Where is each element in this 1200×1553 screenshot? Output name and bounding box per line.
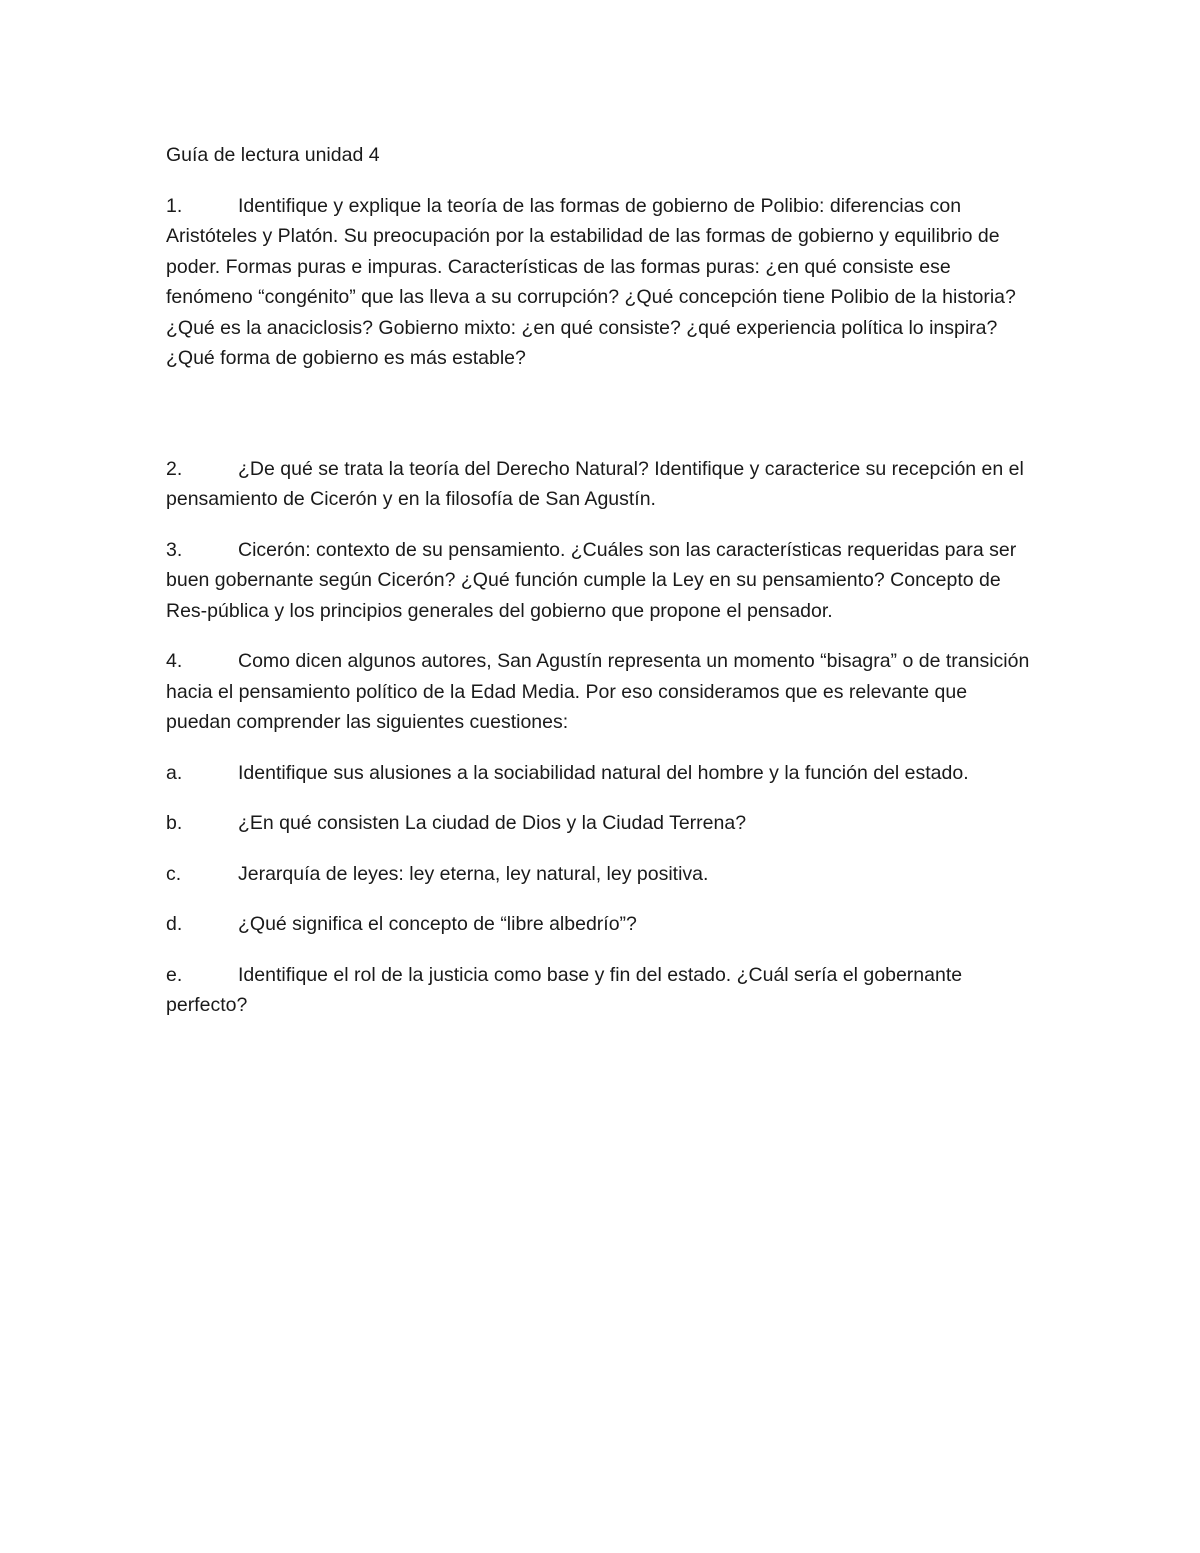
item-marker: c. — [166, 862, 182, 885]
item-text: Jerarquía de leyes: ley eterna, ley natural, ley positiva. — [238, 862, 709, 885]
item-text: ¿De qué se trata la teoría del Derecho Natural? Identifique y caracterice su recepción en el pensamiento de Cicerón y en la filosofía de San Agustín. — [166, 457, 1024, 510]
item-text: Cicerón: contexto de su pensamiento. ¿Cuáles son las características requeridas para ser buen gobernante según Cicerón? ¿Qué función cumple la Ley en su pensamiento? Concepto de Res-pública y los principios generales del gobierno que propone el pensador. — [166, 538, 1017, 622]
item-text: Identifique y explique la teoría de las formas de gobierno de Polibio: diferencias con Aristóteles y Platón. Su preocupación por la estabilidad de las formas de gobierno y equilibrio de poder. Formas puras e impuras. Características de las formas puras: ¿en qué consiste ese fenómeno “congénito” que las lleva a su corrupción? ¿Qué concepción tiene Polibio de la historia? ¿Qué es la anaciclosis? Gobierno mixto: ¿en qué consiste? ¿qué experiencia política lo inspira? ¿Qué forma de gobierno es más estable? — [166, 194, 1016, 369]
document-title: Guía de lectura unidad 4 — [166, 144, 380, 166]
item-text: Identifique el rol de la justicia como base y fin del estado. ¿Cuál sería el gobernante perfecto? — [166, 963, 963, 1016]
question-item — [166, 191, 1036, 374]
item-marker: 2. — [166, 457, 183, 480]
question-item — [166, 454, 1036, 515]
sub-question-item — [166, 859, 1036, 890]
item-marker: d. — [166, 913, 183, 935]
item-text: Identifique sus alusiones a la sociabilidad natural del hombre y la función del estado. — [238, 761, 969, 784]
item-marker: 1. — [166, 194, 183, 217]
item-text: ¿Qué significa el concepto de “libre albedrío”? — [238, 913, 637, 935]
item-marker: a. — [166, 761, 183, 784]
item-marker: 4. — [166, 650, 183, 672]
item-marker: b. — [166, 812, 183, 834]
sub-question-item — [166, 758, 1036, 789]
sub-question-item — [166, 808, 1036, 839]
sub-question-item — [166, 960, 1036, 1021]
question-item — [166, 646, 1036, 738]
document-body — [166, 140, 1036, 1041]
item-marker: e. — [166, 963, 183, 986]
item-text: Como dicen algunos autores, San Agustín representa un momento “bisagra” o de transición hacia el pensamiento político de la Edad Media. Por eso consideramos que es relevante que puedan comprender las siguientes cuestiones: — [166, 650, 1030, 733]
question-item — [166, 535, 1036, 627]
item-marker: 3. — [166, 538, 183, 561]
item-text: ¿En qué consisten La ciudad de Dios y la Ciudad Terrena? — [238, 812, 747, 834]
sub-question-item — [166, 909, 1036, 940]
